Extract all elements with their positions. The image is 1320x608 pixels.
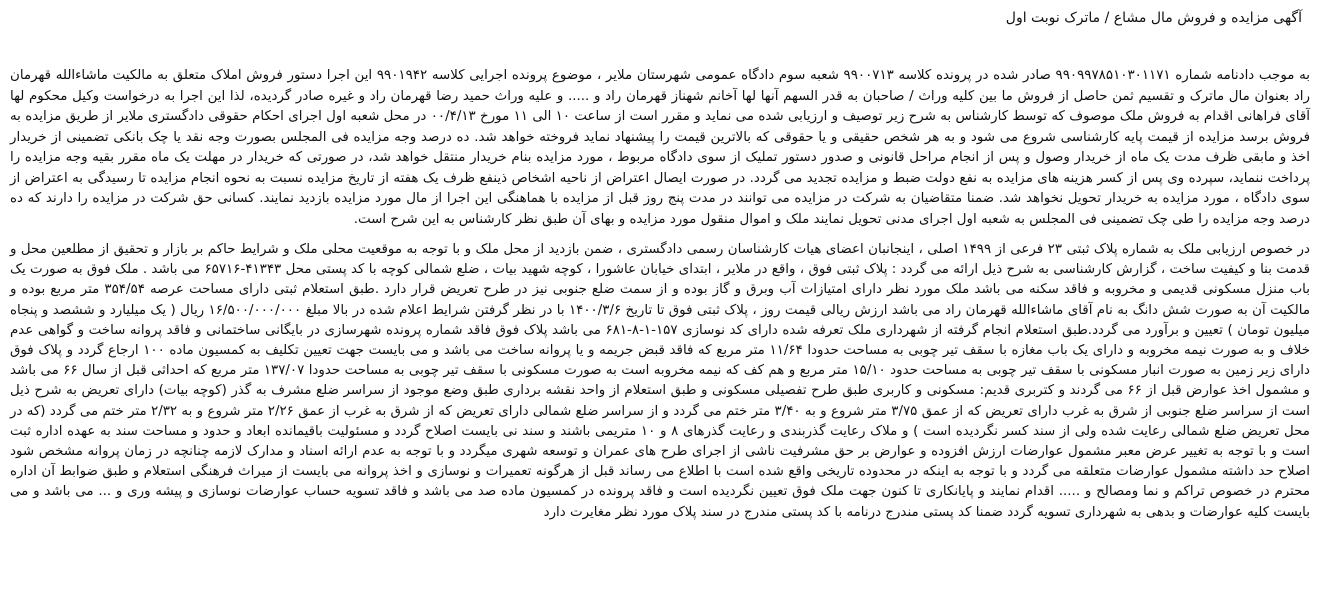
notice-paragraph-order: به موجب دادنامه شماره ۹۹۰۹۹۷۸۵۱۰۳۰۱۱۷۱ صادر شده در پرونده کلاسه ۹۹۰۰۷۱۳ شعبه سوم دادگاه عمومی شهرستان ملایر ، موضوع پرونده اجرایی کلاسه ۹۹۰۱۹۴۲ این اجرا دستور فروش املاک متعلق به مالکیت ماشاءالله قهرمان راد بعنوان مال ماترک و تقسیم ثمن حاصل از فروش ما بین کلیه وراث / صاحبان به قدر السهم آنها لها آخانم شهناز قهرمان راد و ..... و علیه وراث حمید رضا قهرمان راد و غیره صادر گردیده، لذا این اجرا به درخواست وکیل محکوم لها آقای فراهانی اقدام به فروش ملک موصوف که توسط کارشناس به شرح زیر توصیف و ارزیابی شده می نماید و مقرر است از ساعت ۱۰ الی ۱۱ مورخ ۰۰/۴/۱۳ در محل شعبه اول اجرای احکام حقوقی دادگستری ملایر از طریق مزایده به فروش برسد مزایده از قیمت پایه کارشناسی شروع می شود و به هر شخص حقیقی و یا حقوقی که بالاترین قیمت را پیشنهاد نماید فروخته خواهد شد. ده درصد وجه مزایده فی المجلس بصورت وجه نقد یا چک بانکی تضمینی از خریدار اخذ و مابقی ظرف مدت یک ماه از خریدار وصول و پس از انجام مراحل قانونی و صدور دستور تملیک از سوی دادگاه مربوط ، مورد مزایده بنام خریدار منتقل خواهد شد، در صورتی که خریدار در مهلت یک ماه مقرر بقیه وجه مزایده را پرداخت ننماید، سپرده وی پس از کسر هزینه های مزایده به نفع دولت ضبط و مزایده تجدید می گردد. در صورت ایصال اعتراض از ناحیه اشخاص ذینفع ظرف یک هفته از تاریخ مزایده نسبت به نحوه انجام مزایده تا رسیدگی به اعتراض از سوی دادگاه ، مورد مزایده به خریدار تحویل نخواهد شد. ضمنا متقاضیان به شرکت در مزایده می توانند در مدت پنج روز قبل از مزایده با هماهنگی این اجرا از مال مورد مزایده بازدید نمایند. کسانی حق شرکت در مزایده را دارند که ده درصد وجه مزایده را طی چک تضمینی فی المجلس به شعبه اول اجرای مدنی تحویل نمایند ملک و اموال منقول مورد مزایده و بهای آن طبق نظر کارشناس به این شرح است. [10, 68, 1310, 227]
notice-title: آگهی مزایده و فروش مال مشاع / ماترک نوبت اول [1005, 10, 1302, 26]
notice-paragraph-appraisal: در خصوص ارزیابی ملک به شماره پلاک ثبتی ۲۳ فرعی از ۱۴۹۹ اصلی ، اینجانبان اعضای هیات کارشناسان رسمی دادگستری ، ضمن بازدید از محل ملک و با توجه به موقعیت محلی ملک و شرایط حاکم بر بازار و تحقیق از مطلعین محل و قدمت بنا و کیفیت ساخت ، گزارش کارشناسی به شرح ذیل ارائه می گردد : پلاک ثبتی فوق ، واقع در ملایر ، ابتدای خیابان عاشورا ، کوچه شهید بیات ، ضلع شمالی کوچه با کد پستی محل ۴۱۳۴۳-۶۵۷۱۶ می باشد . ملک فوق به صورت یک باب منزل مسکونی قدیمی و مخروبه و فاقد سکنه می باشد ملک مورد نظر دارای امتیازات آب وبرق و گاز بوده و از سمت ضلع جنوبی نیز در طرح تعریض قرار دارد .طبق استعلام ثبتی دارای مساحت عرصه ۳۵۴/۵۴ متر مربع بوده و مالکیت آن به صورت شش دانگ به نام آقای ماشاءالله قهرمان راد می باشد ارزش ریالی قیمت روز ، پلاک ثبتی فوق تا تاریخ ۱۴۰۰/۳/۶ با در نظر گرفتن شرایط اعلام شده در بالا مبلغ ۱۶/۵۰۰/۰۰۰/۰۰۰ ریال ( یک میلیارد و ششصد و پنجاه میلیون تومان ) تعیین و برآورد می گردد.طبق استعلام انجام گرفته از شهرداری ملک تعرفه شده دارای کد نوسازی ۱۵۷-۱-۸-۶۸۱ می باشد پلاک فوق فاقد شماره پرونده شهرسازی در بایگانی ساختمانی و فاقد پروانه ساخت و گواهی عدم خلاف و به صورت نیمه مخروبه و دارای یک باب مغازه با سقف تیر چوبی به مساحت حدودا ۱۱/۶۴ متر مربع که فاقد قبض جریمه و یا پروانه ساخت می باشد و می بایست جهت تعیین تکلیف به کمسیون ماده ۱۰۰ ارجاع گردد و پلاک فوق دارای زیر زمین به صورت انبار مسکونی با سقف تیر چوبی به مساحت حدود ۱۵/۱۰ متر مربع و هم کف که نیمه مخروبه است به صورت مسکونی با سقف تیر چوبی به مساحت حدودا ۱۳۷/۰۷ متر مربع که احداثی قبل از سال ۶۶ می باشد و مشمول اخذ عوارض قبل از ۶۶ می گردند و کتربری قدیم: مسکونی و کاربری طبق طرح تفصیلی مسکونی و طبق استعلام از واحد نقشه برداری طبق وضع موجود از سراسر ضلع مشرف به گذر (کوچه بیات) دارای تعریض به شرح ذیل است از سراسر ضلع جنوبی از شرق به غرب دارای تعریض که از عمق ۳/۷۵ متر شروع و به ۳/۴۰ متر ختم می گردد و از سراسر ضلع شمالی دارای تعریض که از شرق به غرب از عمق ۲/۲۶ متر شروع و به ۲/۳۲ متر ختم می گردد (که در محل تعریض ضلع شمالی رعایت شده ولی از سند کسر نگردیده است ) و ملاک رعایت گذربندی و رعایت گذرهای ۸ و ۱۰ متریمی باشند و سند نی بایست اصلاح گردد و مسئولیت باقیمانده ابعاد و حدود و مساحت سند به عهده اداره ثبت است و با توجه به تغییر عرض معبر مشمول عوارضات ارزش افزوده و عوارض بر حق مشرفیت ناشی از اجرای طرح های عمران و توسعه شهری میگردد و با توجه به عدم ارائه اسناد و مدارک لازمه چنانچه در زمان پروانه مشخص شود اصلاح حد داشته مشمول عوارضات متعلقه می گردد و با توجه به اینکه در محدوده تاریخی واقع شده است با اطلاع می رساند قبل از هرگونه تعمیرات و نوسازی و اخذ پروانه می بایست از میراث فرهنگی استعلام و طبق ضوابط آن اداره محترم در خصوص تراکم و نما ومصالح و ..... اقدام نمایند و پایانکاری تا کنون جهت ملک فوق تعیین نگردیده است و فاقد پرونده در کمسیون ماده صد می باشد و فاقد تسویه حساب عوارضات نوسازی و پیشه وری و ... می باشد و می بایست کلیه عوارضات و بدهی به شهرداری تسویه گردد ضمنا کد پستی مندرج درنامه با کد پستی مندرج در سند پلاک مورد نظر مغایرت دارد [10, 242, 1311, 520]
